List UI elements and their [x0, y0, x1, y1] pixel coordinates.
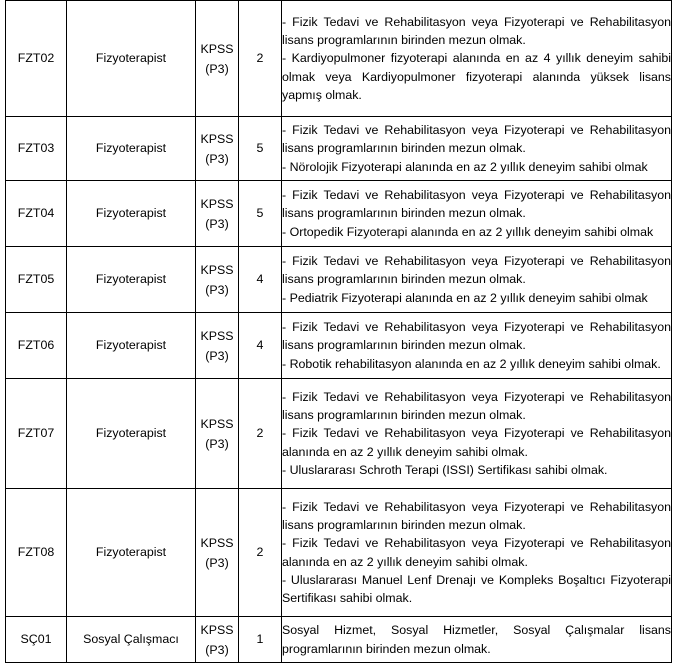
- exam-group: (P3): [205, 436, 229, 451]
- requirement-item: - Fizik Tedavi ve Rehabilitasyon veya Fizyoterapi ve Rehabilitasyon lisans programlarının birinden mezun olmak.: [282, 389, 671, 423]
- position-quantity: 1: [239, 617, 282, 663]
- exam-group: (P3): [205, 348, 229, 363]
- position-title: Fizyoterapist: [67, 1, 196, 117]
- requirement-item: - Fizik Tedavi ve Rehabilitasyon veya Fizyoterapi ve Rehabilitasyon alanında en az 2 yıllık deneyim sahibi olmak.: [282, 536, 671, 569]
- position-quantity: 2: [239, 489, 282, 617]
- position-quantity: 4: [239, 247, 282, 313]
- requirement-item: - Kardiyopulmoner fizyoterapi alanında en az 4 yıllık deneyim sahibi olmak veya Kardiyopulmoner fizyoterapi alanında yüksek lisans yapmış olmak.: [282, 51, 671, 102]
- requirements-cell: [282, 313, 672, 379]
- exam-name: KPSS: [200, 41, 234, 56]
- position-title: Fizyoterapist: [67, 247, 196, 313]
- position-quantity: 5: [239, 117, 282, 181]
- requirement-item: Sosyal Hizmet, Sosyal Hizmetler, Sosyal Çalışmalar lisans programlarının birinden mezun olmak.: [282, 623, 671, 656]
- exam-group: (P3): [205, 555, 229, 570]
- requirement-item: - Fizik Tedavi ve Rehabilitasyon veya Fizyoterapi ve Rehabilitasyon alanında en az 2 yıllık deneyim sahibi olmak.: [282, 426, 671, 459]
- table-row: [6, 1, 672, 117]
- exam-name: KPSS: [200, 535, 234, 550]
- requirements-cell: [282, 181, 672, 247]
- table-row: [6, 489, 672, 617]
- position-title: Fizyoterapist: [67, 379, 196, 489]
- exam-group: (P3): [205, 642, 229, 657]
- position-code: FZT04: [6, 181, 67, 247]
- position-quantity: 2: [239, 1, 282, 117]
- exam-group: (P3): [205, 216, 229, 231]
- exam-type: [196, 313, 239, 379]
- position-table-body: [6, 1, 672, 663]
- position-quantity: 5: [239, 181, 282, 247]
- position-code: FZT06: [6, 313, 67, 379]
- requirements-cell: [282, 117, 672, 181]
- table-row: [6, 379, 672, 489]
- requirement-item: - Robotik rehabilitasyon alanında en az 2 yıllık deneyim sahibi olmak.: [282, 356, 661, 371]
- exam-type: [196, 247, 239, 313]
- position-title: Fizyoterapist: [67, 181, 196, 247]
- table-row: [6, 247, 672, 313]
- requirement-item: - Nörolojik Fizyoterapi alanında en az 2 yıllık deneyim sahibi olmak: [282, 159, 648, 174]
- requirements-cell: [282, 247, 672, 313]
- requirement-item: - Fizik Tedavi ve Rehabilitasyon veya Fizyoterapi ve Rehabilitasyon lisans programlarının birinden mezun olmak.: [282, 499, 671, 533]
- position-code: FZT05: [6, 247, 67, 313]
- exam-group: (P3): [205, 282, 229, 297]
- exam-type: [196, 489, 239, 617]
- exam-name: KPSS: [200, 262, 234, 277]
- exam-name: KPSS: [200, 131, 234, 146]
- requirement-item: - Fizik Tedavi ve Rehabilitasyon veya Fizyoterapi ve Rehabilitasyon lisans programlarının birinden mezun olmak.: [282, 254, 671, 287]
- requirement-item: - Uluslararası Manuel Lenf Drenajı ve Kompleks Boşaltıcı Fizyoterapi Sertifikası sahibi olmak.: [282, 572, 671, 605]
- exam-group: (P3): [205, 61, 229, 76]
- position-quantity: 4: [239, 313, 282, 379]
- position-code: FZT08: [6, 489, 67, 617]
- exam-name: KPSS: [200, 328, 234, 343]
- requirement-item: - Fizik Tedavi ve Rehabilitasyon veya Fizyoterapi ve Rehabilitasyon lisans programlarının birinden mezun olmak.: [282, 320, 671, 353]
- requirements-cell: [282, 617, 672, 663]
- requirement-item: - Uluslararası Schroth Terapi (ISSI) Sertifikası sahibi olmak.: [282, 462, 608, 477]
- position-quantity: 2: [239, 379, 282, 489]
- exam-type: [196, 617, 239, 663]
- exam-name: KPSS: [200, 622, 234, 637]
- table-row: [6, 617, 672, 663]
- position-code: FZT02: [6, 1, 67, 117]
- requirement-item: - Ortopedik Fizyoterapi alanında en az 2 yıllık deneyim sahibi olmak: [282, 224, 654, 239]
- position-code: FZT03: [6, 117, 67, 181]
- requirements-cell: [282, 379, 672, 489]
- position-code: FZT07: [6, 379, 67, 489]
- requirement-item: - Fizik Tedavi ve Rehabilitasyon veya Fizyoterapi ve Rehabilitasyon lisans programlarının birinden mezun olmak.: [282, 188, 671, 221]
- requirements-cell: [282, 1, 672, 117]
- position-code: SÇ01: [6, 617, 67, 663]
- position-title: Fizyoterapist: [67, 489, 196, 617]
- position-title: Fizyoterapist: [67, 117, 196, 181]
- exam-name: KPSS: [200, 416, 234, 431]
- position-title: Sosyal Çalışmacı: [67, 617, 196, 663]
- requirements-cell: [282, 489, 672, 617]
- table-row: [6, 313, 672, 379]
- requirement-item: - Fizik Tedavi ve Rehabilitasyon veya Fizyoterapi ve Rehabilitasyon lisans programlarının birinden mezun olmak.: [282, 14, 671, 48]
- exam-type: [196, 117, 239, 181]
- table-row: [6, 181, 672, 247]
- requirement-item: - Pediatrik Fizyoterapi alanında en az 2 yıllık deneyim sahibi olmak: [282, 290, 648, 305]
- exam-name: KPSS: [200, 196, 234, 211]
- exam-type: [196, 181, 239, 247]
- exam-group: (P3): [205, 151, 229, 166]
- document-page: [5, 0, 672, 663]
- requirement-item: - Fizik Tedavi ve Rehabilitasyon veya Fizyoterapi ve Rehabilitasyon lisans programlarının birinden mezun olmak.: [282, 123, 671, 156]
- table-row: [6, 117, 672, 181]
- position-title: Fizyoterapist: [67, 313, 196, 379]
- exam-type: [196, 1, 239, 117]
- exam-type: [196, 379, 239, 489]
- position-table: [5, 0, 672, 663]
